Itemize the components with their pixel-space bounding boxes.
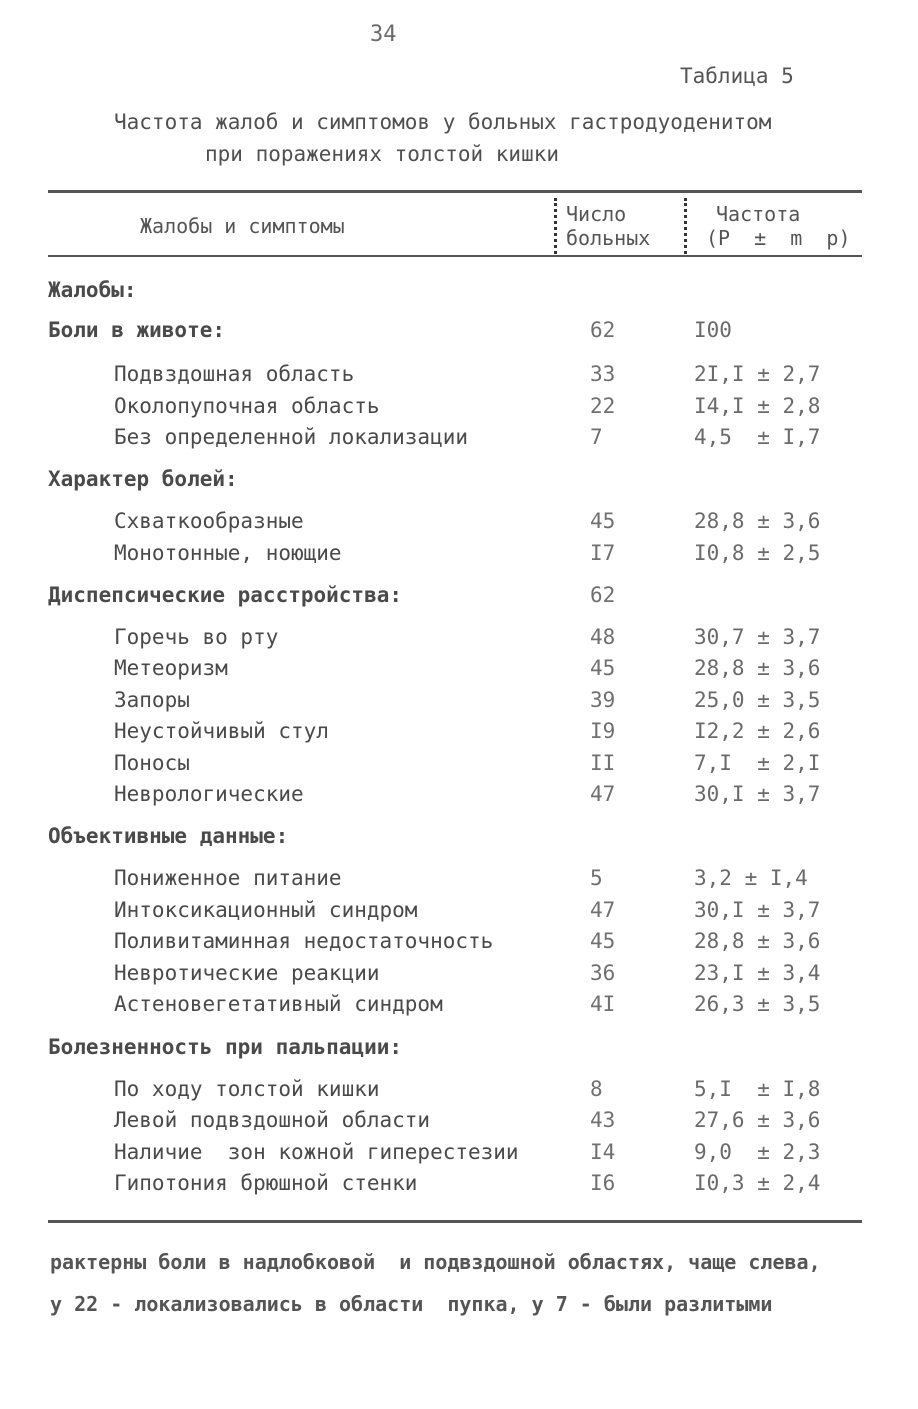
category-label: Характер болей: [48,467,238,491]
symptom-label: Схваткообразные [114,509,304,533]
page-number: 34 [370,22,397,47]
category-label: Объективные данные: [48,824,289,848]
header-count-line2: больных [566,226,651,250]
symptom-label: Наличие зон кожной гиперестезии [114,1140,519,1164]
frequency-value: 30,I ± 3,7 [694,782,821,806]
patient-count: 62 [590,318,616,342]
patient-count: 36 [590,961,616,985]
patient-count: 8 [590,1077,603,1101]
header-frequency-line1: Частота [716,202,801,226]
patient-count: 5 [590,866,603,890]
symptom-label: Без определенной локализации [114,425,469,449]
symptom-label: Околопупочная область [114,394,380,418]
patient-count: 4I [590,992,616,1016]
frequency-value: 2I,I ± 2,7 [694,362,821,386]
patient-count: 45 [590,656,616,680]
symptom-label: Монотонные, ноющие [114,541,342,565]
symptom-label: Пониженное питание [114,866,342,890]
symptom-label: Подвздошная область [114,362,355,386]
symptom-label: Интоксикационный синдром [114,898,418,922]
table-bottom-rule [48,1220,862,1223]
patient-count: 45 [590,509,616,533]
symptom-label: Неустойчивый стул [114,719,329,743]
frequency-value: 25,0 ± 3,5 [694,688,821,712]
symptom-label: Астеновегетативный синдром [114,992,443,1016]
frequency-value: I0,8 ± 2,5 [694,541,821,565]
header-frequency-line2: (P ± m p) [706,226,851,250]
patient-count: I7 [590,541,616,565]
patient-count: I9 [590,719,616,743]
patient-count: 47 [590,898,616,922]
frequency-value: 28,8 ± 3,6 [694,656,821,680]
category-label: Диспепсические расстройства: [48,583,403,607]
table-title: Частота жалоб и симптомов у больных гастродуоденитом [114,110,772,134]
symptom-label: Левой подвздошной области [114,1108,431,1132]
frequency-value: 4,5 ± I,7 [694,425,821,449]
header-column-divider [554,198,557,254]
header-column-divider [684,198,687,254]
patient-count: 33 [590,362,616,386]
patient-count: 39 [590,688,616,712]
patient-count: 43 [590,1108,616,1132]
frequency-value: 28,8 ± 3,6 [694,509,821,533]
table-title-line2: при поражениях толстой кишки [205,142,560,166]
patient-count: 7 [590,425,603,449]
symptom-label: Поносы [114,751,190,775]
frequency-value: 26,3 ± 3,5 [694,992,821,1016]
frequency-value: I00 [694,318,732,342]
category-label: Жалобы: [48,278,137,302]
symptom-label: Поливитаминная недостаточность [114,929,494,953]
symptom-label: Горечь во рту [114,625,279,649]
symptom-label: Запоры [114,688,190,712]
frequency-value: 9,0 ± 2,3 [694,1140,821,1164]
frequency-value: 23,I ± 3,4 [694,961,821,985]
patient-count: 22 [590,394,616,418]
patient-count: 62 [590,583,616,607]
symptom-label: По ходу толстой кишки [114,1077,380,1101]
frequency-value: I0,3 ± 2,4 [694,1171,821,1195]
symptom-label: Метеоризм [114,656,228,680]
category-label: Болезненность при пальпации: [48,1035,403,1059]
frequency-value: 7,I ± 2,I [694,751,821,775]
frequency-value: 27,6 ± 3,6 [694,1108,821,1132]
patient-count: II [590,751,616,775]
symptom-label: Гипотония брюшной стенки [114,1171,418,1195]
header-bottom-rule [48,255,862,257]
frequency-value: 5,I ± I,8 [694,1077,821,1101]
frequency-value: I2,2 ± 2,6 [694,719,821,743]
frequency-value: 30,7 ± 3,7 [694,625,821,649]
frequency-value: 3,2 ± I,4 [694,866,808,890]
frequency-value: 28,8 ± 3,6 [694,929,821,953]
category-label: Боли в животе: [48,318,226,342]
footer-text-line1: рактерны боли в надлобковой и подвздошной областях, чаще слева, [50,1250,821,1274]
patient-count: 45 [590,929,616,953]
symptom-label: Невротические реакции [114,961,380,985]
table-top-rule [48,190,862,193]
header-count-line1: Число [566,202,627,226]
patient-count: 47 [590,782,616,806]
symptom-label: Неврологические [114,782,304,806]
header-complaints: Жалобы и симптомы [140,214,345,238]
patient-count: I6 [590,1171,616,1195]
patient-count: 48 [590,625,616,649]
footer-text-line2: у 22 - локализовались в области пупка, у 7 - были разлитыми [50,1292,773,1316]
frequency-value: I4,I ± 2,8 [694,394,821,418]
patient-count: I4 [590,1140,616,1164]
frequency-value: 30,I ± 3,7 [694,898,821,922]
table-label: Таблица 5 [680,64,794,88]
